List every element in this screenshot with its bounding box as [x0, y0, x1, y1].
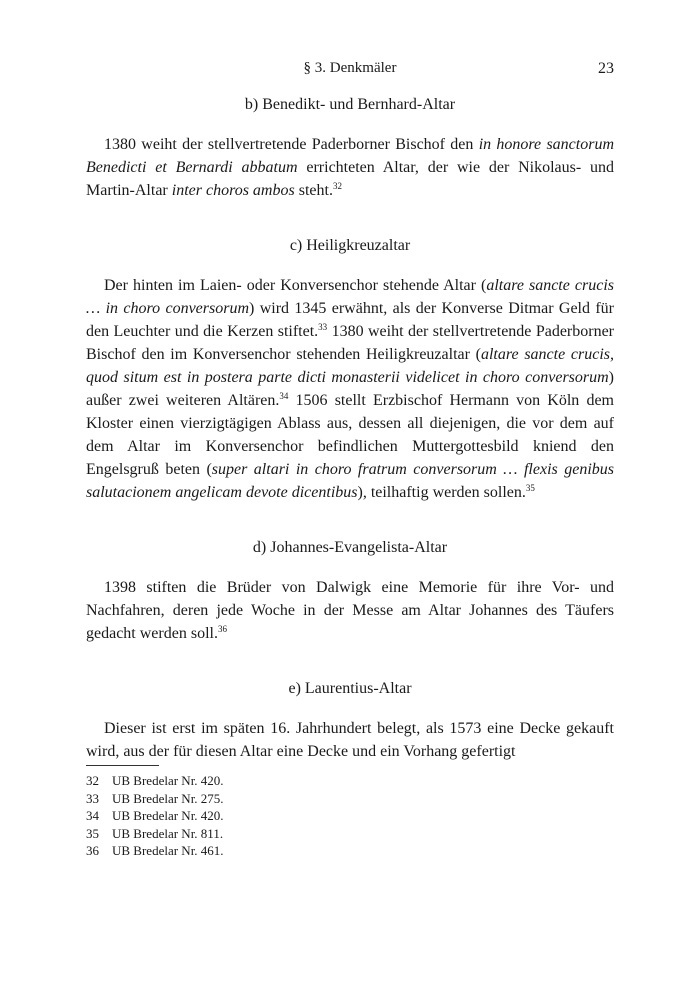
footnote-text: UB Bredelar Nr. 420.	[112, 773, 224, 788]
footnote	[86, 772, 614, 790]
footnote-text: UB Bredelar Nr. 275.	[112, 790, 224, 806]
page-number: 23	[598, 60, 614, 77]
section-paragraph-b	[86, 133, 614, 202]
section-heading-e: e) Laurentius-Altar	[288, 680, 412, 697]
footnote	[86, 825, 614, 843]
text-run: ) außer zwei weiteren Altären.	[86, 369, 614, 409]
latin-quotation: altare sancte crucis … in choro conversorum	[86, 277, 614, 317]
footnote-reference: 34	[279, 391, 289, 401]
text-run: 1398 stiften die Brüder von Dalwigk eine Memorie für ihre Vor- und Nachfahren, deren jede Woche in der Messe am Altar Johannes des Täufers gedacht werden soll.	[86, 579, 614, 642]
footnote-number: 35	[86, 825, 99, 841]
latin-quotation: inter choros ambos	[171, 182, 295, 199]
footnote-text: UB Bredelar Nr. 811.	[112, 825, 224, 841]
footnotes	[86, 772, 614, 860]
footnote-reference: 36	[217, 624, 227, 634]
latin-quotation: altare sancte crucis, quod situm est in postera parte dicti monasterii videlicet in choro conversorum	[86, 346, 614, 386]
footnote-divider	[86, 765, 159, 766]
text-run: steht.	[294, 182, 333, 199]
running-head	[86, 60, 614, 84]
text-run: ), teilhaftig werden sollen.	[357, 484, 526, 501]
section-paragraph-e	[86, 717, 614, 763]
footnote-number: 36	[86, 843, 99, 858]
footnote-number: 34	[86, 808, 99, 823]
footnote	[86, 842, 614, 860]
footnote	[86, 807, 614, 825]
text-run: Dieser ist erst im späten 16. Jahrhundert belegt, als 1573 eine Decke gekauft wird, aus der für diesen Altar eine Decke und ein Vorhang gefertigt	[86, 720, 614, 760]
text-run: 1380 weiht der stellvertretende Paderborner Bischof den im Konversenchor stehenden Heiligkreuzaltar (	[86, 323, 615, 363]
section-heading-c: c) Heiligkreuzaltar	[289, 237, 411, 254]
text-run: errichteten Altar, der wie der Nikolaus- und Martin-Altar	[86, 159, 615, 199]
text-run: Der hinten im Laien- oder Konversenchor stehende Altar (	[104, 277, 487, 294]
footnote-reference: 33	[318, 322, 328, 332]
latin-quotation: super altari in choro fratrum conversorum … flexis genibus salutacionem angelicam devote dicentibus	[86, 461, 614, 501]
footnote-text: UB Bredelar Nr. 461.	[112, 843, 224, 858]
running-head-title: § 3. Denkmäler	[303, 60, 397, 76]
footnote-number: 33	[86, 790, 99, 806]
text-run: 1506 stellt Erzbischof Hermann von Köln dem Kloster einen vierzigtägigen Ablass aus, dessen all diejenigen, die vor dem auf dem Altar im Konversenchor befindlichen Muttergottesbild kniend den Engelsgruß beten (	[86, 392, 614, 478]
footnote-reference: 35	[525, 483, 535, 493]
footnote-number: 32	[86, 773, 99, 788]
footnote-text: UB Bredelar Nr. 420.	[112, 808, 224, 823]
footnote	[86, 790, 614, 808]
section-paragraph-d	[86, 576, 614, 645]
latin-quotation: in honore sanctorum Benedicti et Bernardi abbatum	[86, 136, 615, 176]
footnote-reference: 32	[332, 181, 342, 191]
text-run: 1380 weiht der stellvertretende Paderborner Bischof den	[104, 136, 479, 153]
section-paragraph-c	[86, 274, 614, 504]
book-page	[86, 0, 614, 988]
section-heading-d: d) Johannes-Evangelista-Altar	[252, 539, 448, 556]
section-heading-b: b) Benedikt- und Bernhard-Altar	[244, 96, 456, 113]
text-run: ) wird 1345 erwähnt, als der Konverse Ditmar Geld für den Leuchter und die Kerzen stiftet.	[86, 300, 614, 340]
